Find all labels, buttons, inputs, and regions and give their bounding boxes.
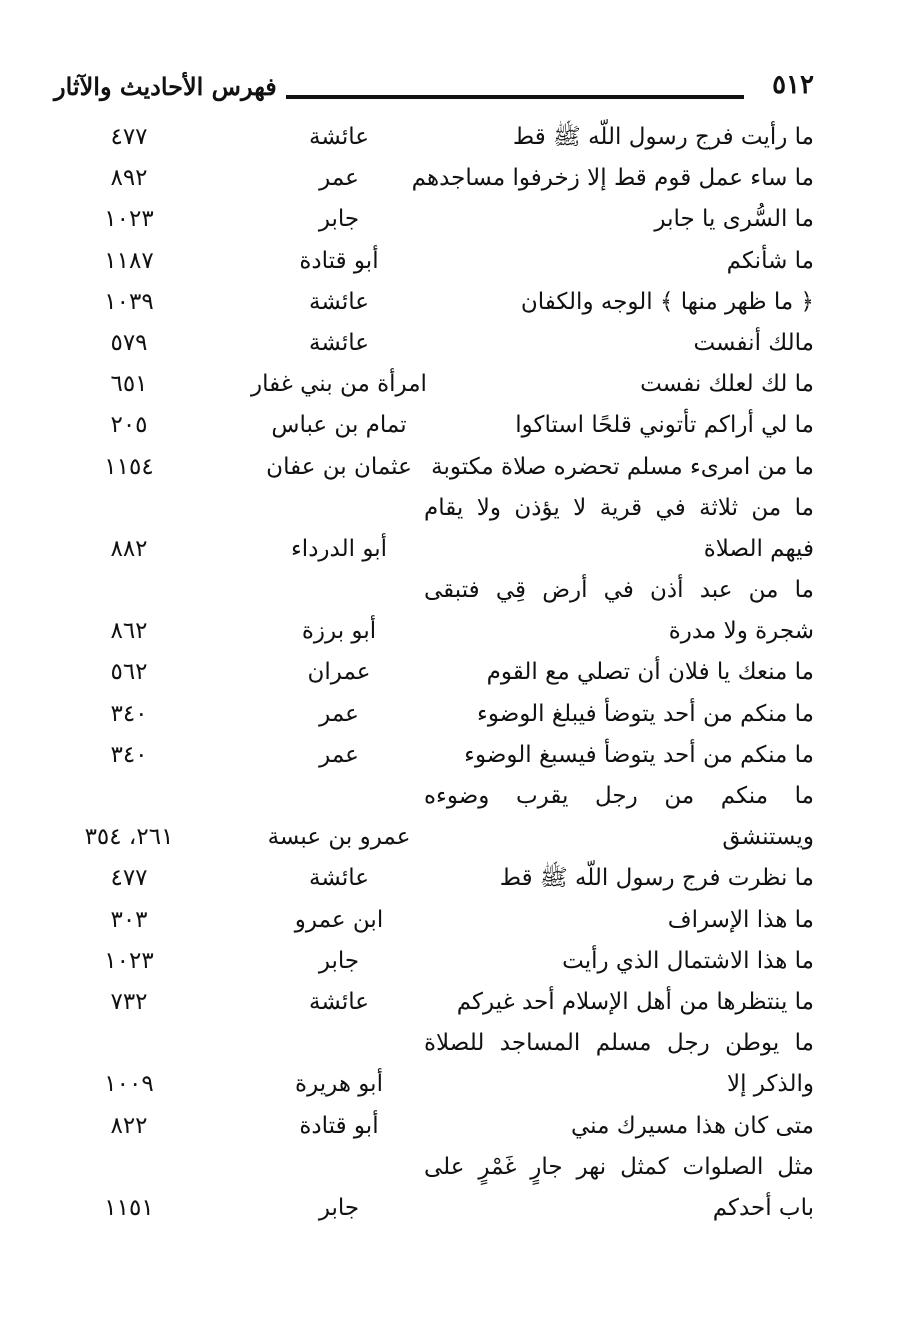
hadith-text: ما هذا الاشتمال الذي رأيت	[562, 947, 814, 974]
page-header	[54, 68, 814, 114]
hadith-text: ما منكم من أحد يتوضأ فيبلغ الوضوء	[477, 700, 814, 727]
index-entry-row	[54, 117, 814, 158]
index-entry-row	[54, 405, 814, 446]
hadith-text: ما منكم من رجل يقرب وضوءه	[424, 783, 814, 809]
hadith-number: ١١٥٤	[104, 453, 154, 480]
hadith-text: ما منعك يا فلان أن تصلي مع القوم	[486, 659, 814, 686]
hadith-text: مالك أنفست	[693, 329, 814, 356]
hadith-number: ١١٨٧	[104, 247, 154, 274]
index-entry-row	[54, 1188, 814, 1229]
narrator: أبو قتادة	[299, 1112, 379, 1139]
hadith-number: ١٠٣٩	[104, 288, 154, 315]
hadith-number: ٣٤٠	[110, 741, 148, 768]
narrator: جابر	[318, 947, 360, 974]
narrator: أبو قتادة	[299, 247, 379, 274]
hadith-number: ٨٨٢	[110, 535, 148, 562]
index-entry-row	[54, 1147, 814, 1188]
index-entries	[54, 117, 814, 1229]
narrator: عمر	[319, 165, 359, 192]
narrator: عائشة	[309, 988, 369, 1015]
hadith-number: ٢٦١، ٣٥٤	[84, 824, 174, 851]
hadith-number: ١٠٢٣	[104, 947, 154, 974]
index-entry-row	[54, 241, 814, 282]
hadith-text: ما رأيت فرج رسول اللّه ﷺ قط	[512, 124, 814, 150]
hadith-text: ما شأنكم	[726, 247, 814, 274]
hadith-number: ٧٣٢	[110, 988, 148, 1015]
narrator: عمران	[307, 659, 371, 686]
narrator: أبو هريرة	[295, 1071, 383, 1098]
hadith-text: ما لك لعلك نفست	[640, 371, 814, 398]
index-entry-row	[54, 364, 814, 405]
narrator: جابر	[318, 1194, 360, 1221]
index-entry-row	[54, 858, 814, 899]
hadith-text: ما ساء عمل قوم قط إلا زخرفوا مساجدهم	[411, 165, 814, 192]
hadith-text: ما ينتظرها من أهل الإسلام أحد غيركم	[456, 988, 814, 1015]
index-entry-row	[54, 776, 814, 817]
hadith-number: ٦٥١	[110, 371, 148, 398]
index-entry-row	[54, 941, 814, 982]
hadith-number: ١٠٢٣	[104, 206, 154, 233]
index-entry-row	[54, 323, 814, 364]
index-entry-row	[54, 1023, 814, 1064]
hadith-text: مثل الصلوات كمثل نهر جارٍ غَمْرٍ على	[424, 1153, 814, 1180]
page-number: ٥١٢	[772, 70, 814, 100]
hadith-text: ما من امرىء مسلم تحضره صلاة مكتوبة	[431, 453, 814, 480]
hadith-number: ٥٧٩	[110, 329, 148, 356]
index-entry-row	[54, 488, 814, 529]
index-entry-row	[54, 611, 814, 652]
hadith-text: ما من ثلاثة في قرية لا يؤذن ولا يقام	[424, 494, 814, 521]
narrator: ابن عمرو	[294, 906, 384, 933]
hadith-text: فيهم الصلاة	[703, 535, 814, 562]
narrator: أبو برزة	[301, 618, 377, 645]
narrator: عائشة	[309, 124, 369, 150]
index-entry-row	[54, 199, 814, 240]
index-entry-row	[54, 570, 814, 611]
hadith-text: ويستنشق	[722, 824, 814, 851]
hadith-number: ٢٠٥	[110, 412, 148, 439]
hadith-text: ما هذا الإسراف	[667, 906, 814, 933]
index-entry-row	[54, 282, 814, 323]
index-entry-row	[54, 1106, 814, 1147]
hadith-text: ما يوطن رجل مسلم المساجد للصلاة	[424, 1030, 814, 1057]
hadith-number: ١١٥١	[104, 1194, 154, 1221]
index-entry-row	[54, 817, 814, 858]
hadith-number: ٤٧٧	[110, 865, 148, 892]
index-entry-row	[54, 529, 814, 570]
hadith-text: شجرة ولا مدرة	[668, 618, 814, 645]
hadith-number: ٨٢٢	[110, 1112, 148, 1139]
narrator: جابر	[318, 206, 360, 233]
narrator: عائشة	[309, 865, 369, 892]
hadith-text: ما السُّرى يا جابر	[654, 206, 814, 233]
hadith-number: ٥٦٢	[110, 659, 148, 686]
narrator: عمر	[319, 700, 359, 727]
hadith-text: ما لي أراكم تأتوني قلحًا استاكوا	[515, 412, 814, 439]
narrator: عمرو بن عبسة	[267, 824, 411, 851]
index-entry-row	[54, 982, 814, 1023]
hadith-text: والذكر إلا	[726, 1071, 814, 1098]
hadith-text: ما نظرت فرج رسول اللّه ﷺ قط	[499, 865, 814, 892]
index-entry-row	[54, 1064, 814, 1105]
narrator: عمر	[319, 741, 359, 768]
narrator: عثمان بن عفان	[266, 453, 412, 480]
narrator: تمام بن عباس	[271, 412, 407, 439]
hadith-number: ٣٠٣	[110, 906, 148, 933]
hadith-number: ١٠٠٩	[104, 1071, 154, 1098]
index-entry-row	[54, 694, 814, 735]
hadith-number: ٤٧٧	[110, 124, 148, 150]
hadith-number: ٨٦٢	[110, 618, 148, 645]
index-entry-row	[54, 735, 814, 776]
hadith-number: ٨٩٢	[110, 165, 148, 192]
hadith-text: ما من عبد أذن في أرض قِي فتبقى	[424, 577, 814, 604]
narrator: عائشة	[309, 329, 369, 356]
index-entry-row	[54, 900, 814, 941]
header-rule	[286, 95, 744, 99]
hadith-text: باب أحدكم	[712, 1194, 814, 1221]
hadith-text: متى كان هذا مسيرك مني	[571, 1112, 814, 1139]
narrator: عائشة	[309, 288, 369, 315]
narrator: امرأة من بني غفار	[251, 371, 427, 398]
index-entry-row	[54, 447, 814, 488]
index-entry-row	[54, 158, 814, 199]
index-entry-row	[54, 652, 814, 693]
running-title: فهرس الأحاديث والآثار	[54, 72, 277, 101]
hadith-text: ﴿ ما ظهر منها ﴾ الوجه والكفان	[520, 288, 814, 315]
narrator: أبو الدرداء	[290, 535, 387, 562]
hadith-text: ما منكم من أحد يتوضأ فيسبغ الوضوء	[464, 741, 814, 768]
hadith-number: ٣٤٠	[110, 700, 148, 727]
